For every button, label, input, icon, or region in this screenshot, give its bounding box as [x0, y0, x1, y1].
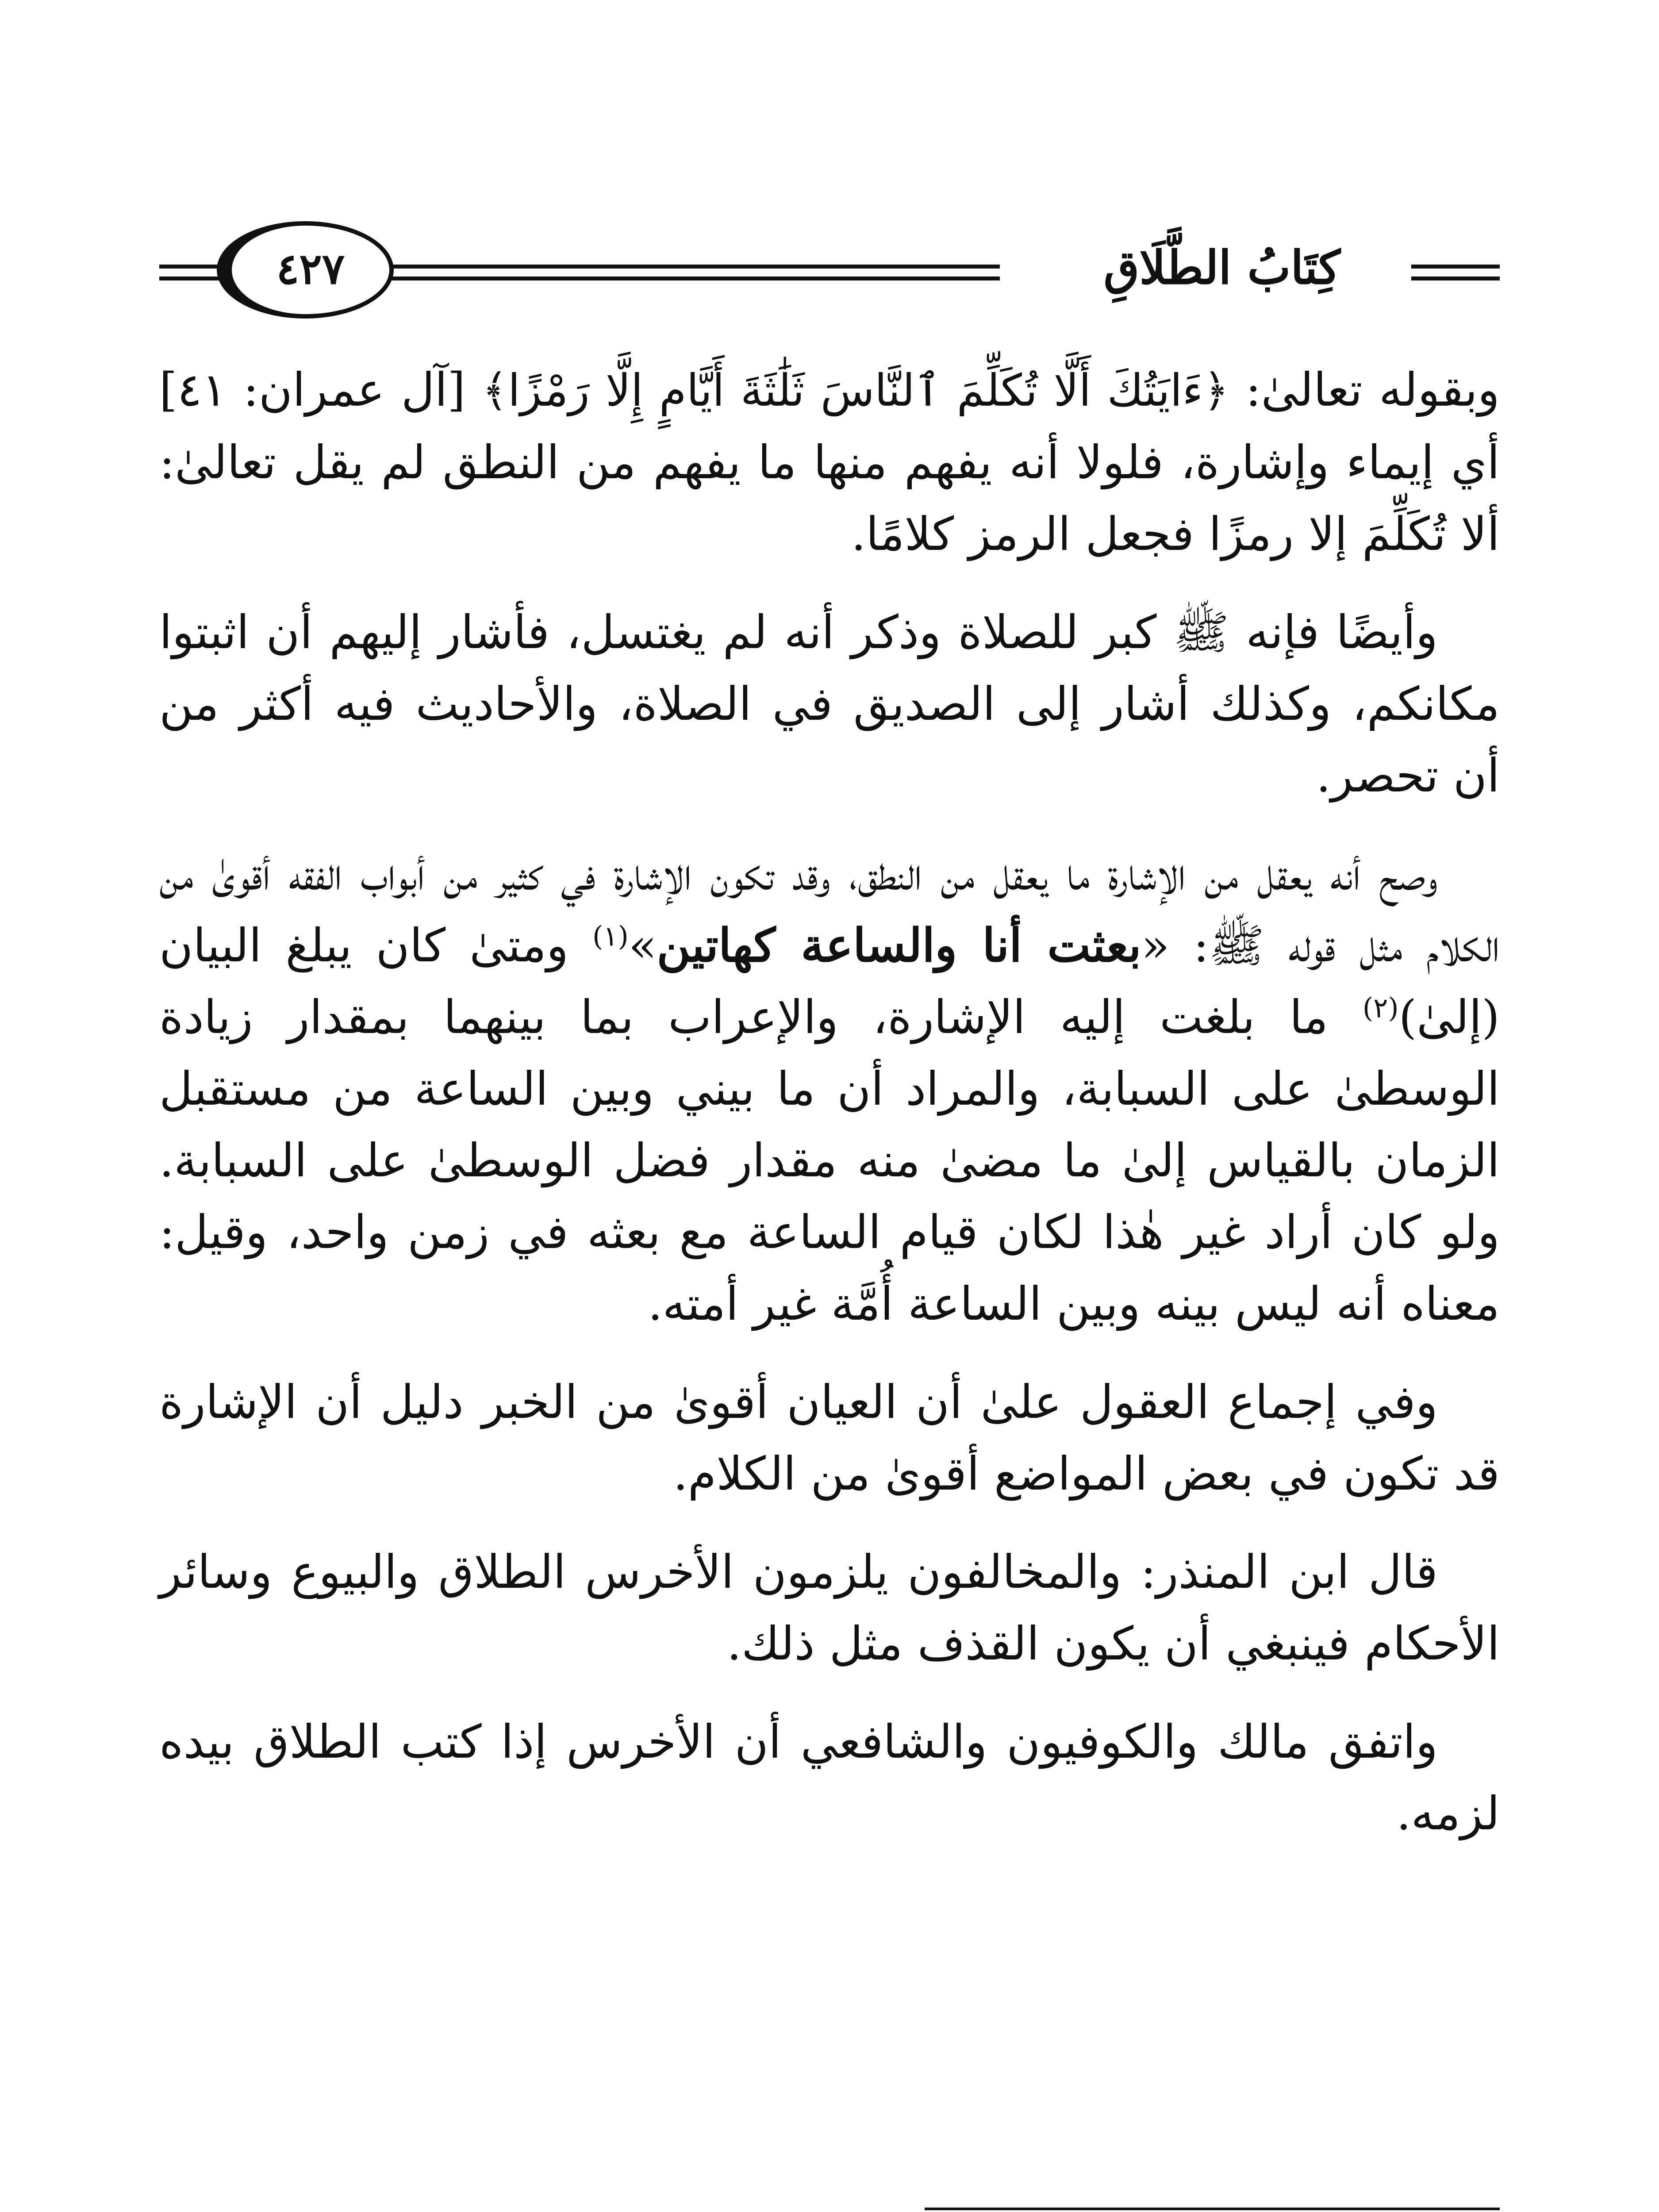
paragraph-1-intro: وبقوله تعالىٰ:: [1229, 363, 1500, 417]
paragraph-3-part-a: وصح أنه يعقل من الإشارة ما يعقل من النطق، وقد تكون الإشارة في كثير من أبواب الفقه أقوىٰ من الكلام مثل قوله ﷺ: «: [159, 847, 1500, 972]
verse-reference: [آل عمران: ٤١]: [159, 363, 482, 417]
header-rule-main: [389, 265, 1000, 280]
hadith-quote: بعثت أنا والساعة كهاتين: [657, 918, 1141, 972]
paragraph-5: قال ابن المنذر: والمخالفون يلزمون الأخرس الطلاق والبيوع وسائر الأحكام فينبغي أن يكون القذف مثل ذلك.: [159, 1545, 1500, 1671]
paragraph-3-part-c: ومتىٰ كان يبلغ البيان (إلىٰ): [159, 918, 1500, 1044]
body-text: [159, 354, 1500, 1876]
header-rule-left: [159, 265, 226, 280]
page-number-frame: [217, 221, 394, 319]
paragraph-3: [159, 838, 1500, 1340]
paragraph-3-part-b: »: [628, 918, 657, 972]
footnote-ref-2: (٢): [1362, 991, 1399, 1024]
paragraph-2: وأيضًا فإنه ﷺ كبر للصلاة وذكر أنه لم يغتسل، فأشار إليهم أن اثبتوا مكانكم، وكذلك أشار إلى الصديق في الصلاة، والأحاديث فيه أكثر من أن تحصر.: [159, 605, 1500, 803]
footnote-ref-1: (١): [592, 920, 629, 952]
footnote-separator: [925, 2208, 1500, 2210]
quran-verse: ﴿ءَايَتُكَ أَلَّا تُكَلِّمَ ٱلنَّاسَ ثَلَٰثَةَ أَيَّامٍ إِلَّا رَمْزًا﴾: [482, 365, 1229, 416]
running-header: [159, 221, 1500, 314]
paragraph-1: [159, 354, 1500, 570]
paragraph-6: واتفق مالك والكوفيون والشافعي أن الأخرس إذا كتب الطلاق بيده لزمه.: [159, 1715, 1500, 1840]
header-title: كِتَابُ الطَّلَاقِ: [1103, 240, 1340, 295]
paragraph-1-rest: أي إيماء وإشارة، فلولا أنه يفهم منها ما يفهم من النطق لم يقل تعالىٰ: ألا تُكَلِّمَ إلا رمزًا فجعل الرمز كلامًا.: [159, 435, 1500, 561]
page-number: ٤٢٧: [276, 244, 345, 294]
header-rule-right: [1411, 265, 1500, 280]
paragraph-4: وفي إجماع العقول علىٰ أن العيان أقوىٰ من الخبر دليل أن الإشارة قد تكون في بعض المواضع أقوىٰ من الكلام.: [159, 1375, 1500, 1501]
paragraph-3-part-d: ما بلغت إليه الإشارة، والإعراب بما بينهما بمقدار زيادة الوسطىٰ على السبابة، والمراد أن ما بيني وبين الساعة من مستقبل الزمان بالقياس إلىٰ ما مضىٰ منه مقدار فضل الوسطىٰ على السبابة. ولو كان أراد غير هٰذا لكان قيام الساعة مع بعثه في زمن واحد، وقيل: معناه أنه ليس بينه وبين الساعة أُمَّة غير أمته.: [159, 990, 1500, 1331]
